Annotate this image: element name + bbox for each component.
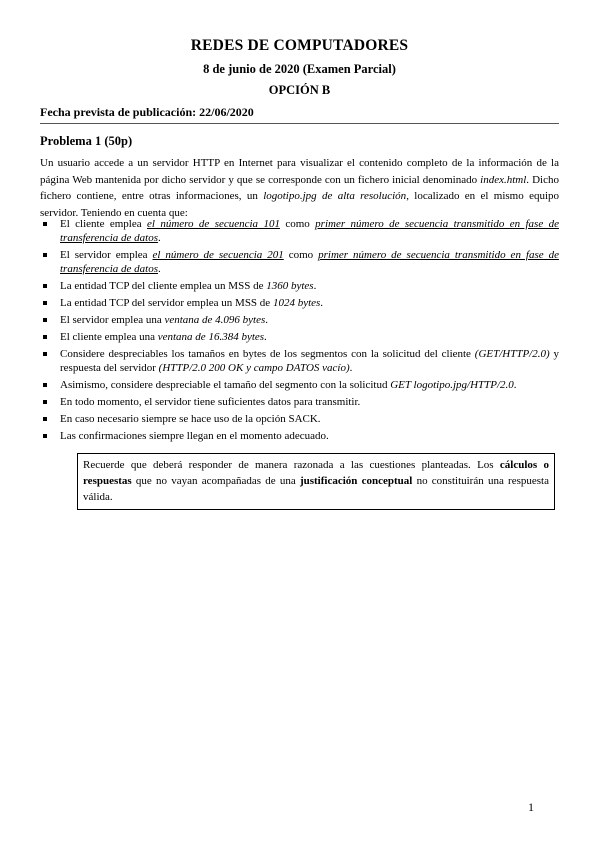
- intro-text: , localizado en el mismo equipo servidor. Teniendo en cuenta que:: [40, 190, 560, 219]
- window-value: ventana de 4.096 bytes: [164, 314, 266, 326]
- bullet-icon: [43, 434, 47, 438]
- list-item: El servidor emplea el número de secuencia 201 como primer número de secuencia transmitido en fase de transferencia de datos.: [40, 248, 559, 276]
- list-item: El cliente emplea el número de secuencia 101 como primer número de secuencia transmitido en fase de transferencia de datos.: [40, 217, 559, 245]
- seq-description: primer número de secuencia transmitido en fase de transferencia de datos: [60, 218, 559, 244]
- list-item: En todo momento, el servidor tiene suficientes datos para transmitir.: [40, 395, 559, 409]
- request-text: GET logotipo.jpg/HTTP/2.0: [390, 379, 514, 391]
- list-item: En caso necesario siempre se hace uso de la opción SACK.: [40, 412, 559, 426]
- problem-title: Problema 1 (50p): [40, 134, 133, 148]
- response-text: (HTTP/2.0 200 OK y campo DATOS vacío): [158, 362, 350, 374]
- exam-date: 8 de junio de 2020 (Examen Parcial): [203, 62, 396, 76]
- intro-text: Un usuario accede a un servidor HTTP en Internet para visualizar el contenido completo de la información de la página Web mantenida por dicho servidor y que se corresponde con un fichero inicial denominado: [40, 157, 559, 186]
- bullet-icon: [43, 352, 47, 356]
- bullet-icon: [43, 301, 47, 305]
- intro-logo: logotipo.jpg de alta resolución: [263, 190, 407, 202]
- course-title: REDES DE COMPUTADORES: [190, 37, 409, 54]
- list-item: Considere despreciables los tamaños en bytes de los segmentos con la solicitud del cliente (GET/HTTP/2.0) y respuesta del servidor (HTTP/2.0 200 OK y campo DATOS vacío).: [40, 347, 559, 375]
- mss-value: 1360 bytes: [266, 280, 314, 292]
- bullet-icon: [43, 284, 47, 288]
- page-number: 1: [528, 800, 534, 814]
- list-item: El servidor emplea una ventana de 4.096 bytes.: [40, 313, 559, 327]
- seq-number: el número de secuencia 101: [147, 218, 280, 230]
- problem-intro: [40, 155, 559, 221]
- request-text: (GET/HTTP/2.0): [474, 348, 550, 360]
- notice-bold: cálculos o respuestas: [83, 459, 549, 487]
- mss-value: 1024 bytes: [272, 297, 321, 309]
- bullet-icon: [43, 335, 47, 339]
- list-item: La entidad TCP del servidor emplea un MSS de 1024 bytes.: [40, 296, 559, 310]
- window-value: ventana de 16.384 bytes: [157, 331, 265, 343]
- list-item: La entidad TCP del cliente emplea un MSS de 1360 bytes.: [40, 279, 559, 293]
- bullet-icon: [43, 222, 47, 226]
- conditions-list: [40, 217, 559, 446]
- intro-text: . Dicho fichero contiene, entre otras informaciones, un: [40, 173, 559, 202]
- bullet-icon: [43, 253, 47, 257]
- bullet-icon: [43, 400, 47, 404]
- exam-option: OPCIÓN B: [268, 83, 331, 97]
- bullet-icon: [43, 417, 47, 421]
- bullet-icon: [43, 318, 47, 322]
- list-item: El cliente emplea una ventana de 16.384 bytes.: [40, 330, 559, 344]
- intro-filename: index.html: [480, 173, 527, 186]
- list-item: Las confirmaciones siempre llegan en el momento adecuado.: [40, 429, 559, 443]
- publication-date: Fecha prevista de publicación: 22/06/2020: [40, 105, 254, 119]
- seq-number: el número de secuencia 201: [152, 249, 284, 261]
- header-divider: [40, 123, 559, 124]
- seq-description: primer número de secuencia transmitido en fase de transferencia de datos: [60, 249, 559, 275]
- bullet-icon: [43, 383, 47, 387]
- notice-bold: justificación conceptual: [299, 475, 413, 487]
- list-item: Asimismo, considere despreciable el tamaño del segmento con la solicitud GET logotipo.jpg/HTTP/2.0.: [40, 378, 559, 392]
- notice-box: Recuerde que deberá responder de manera razonada a las cuestiones planteadas. Los cálculos o respuestas que no vayan acompañadas de una justificación conceptual no constituirán una respuesta válida.: [77, 453, 555, 510]
